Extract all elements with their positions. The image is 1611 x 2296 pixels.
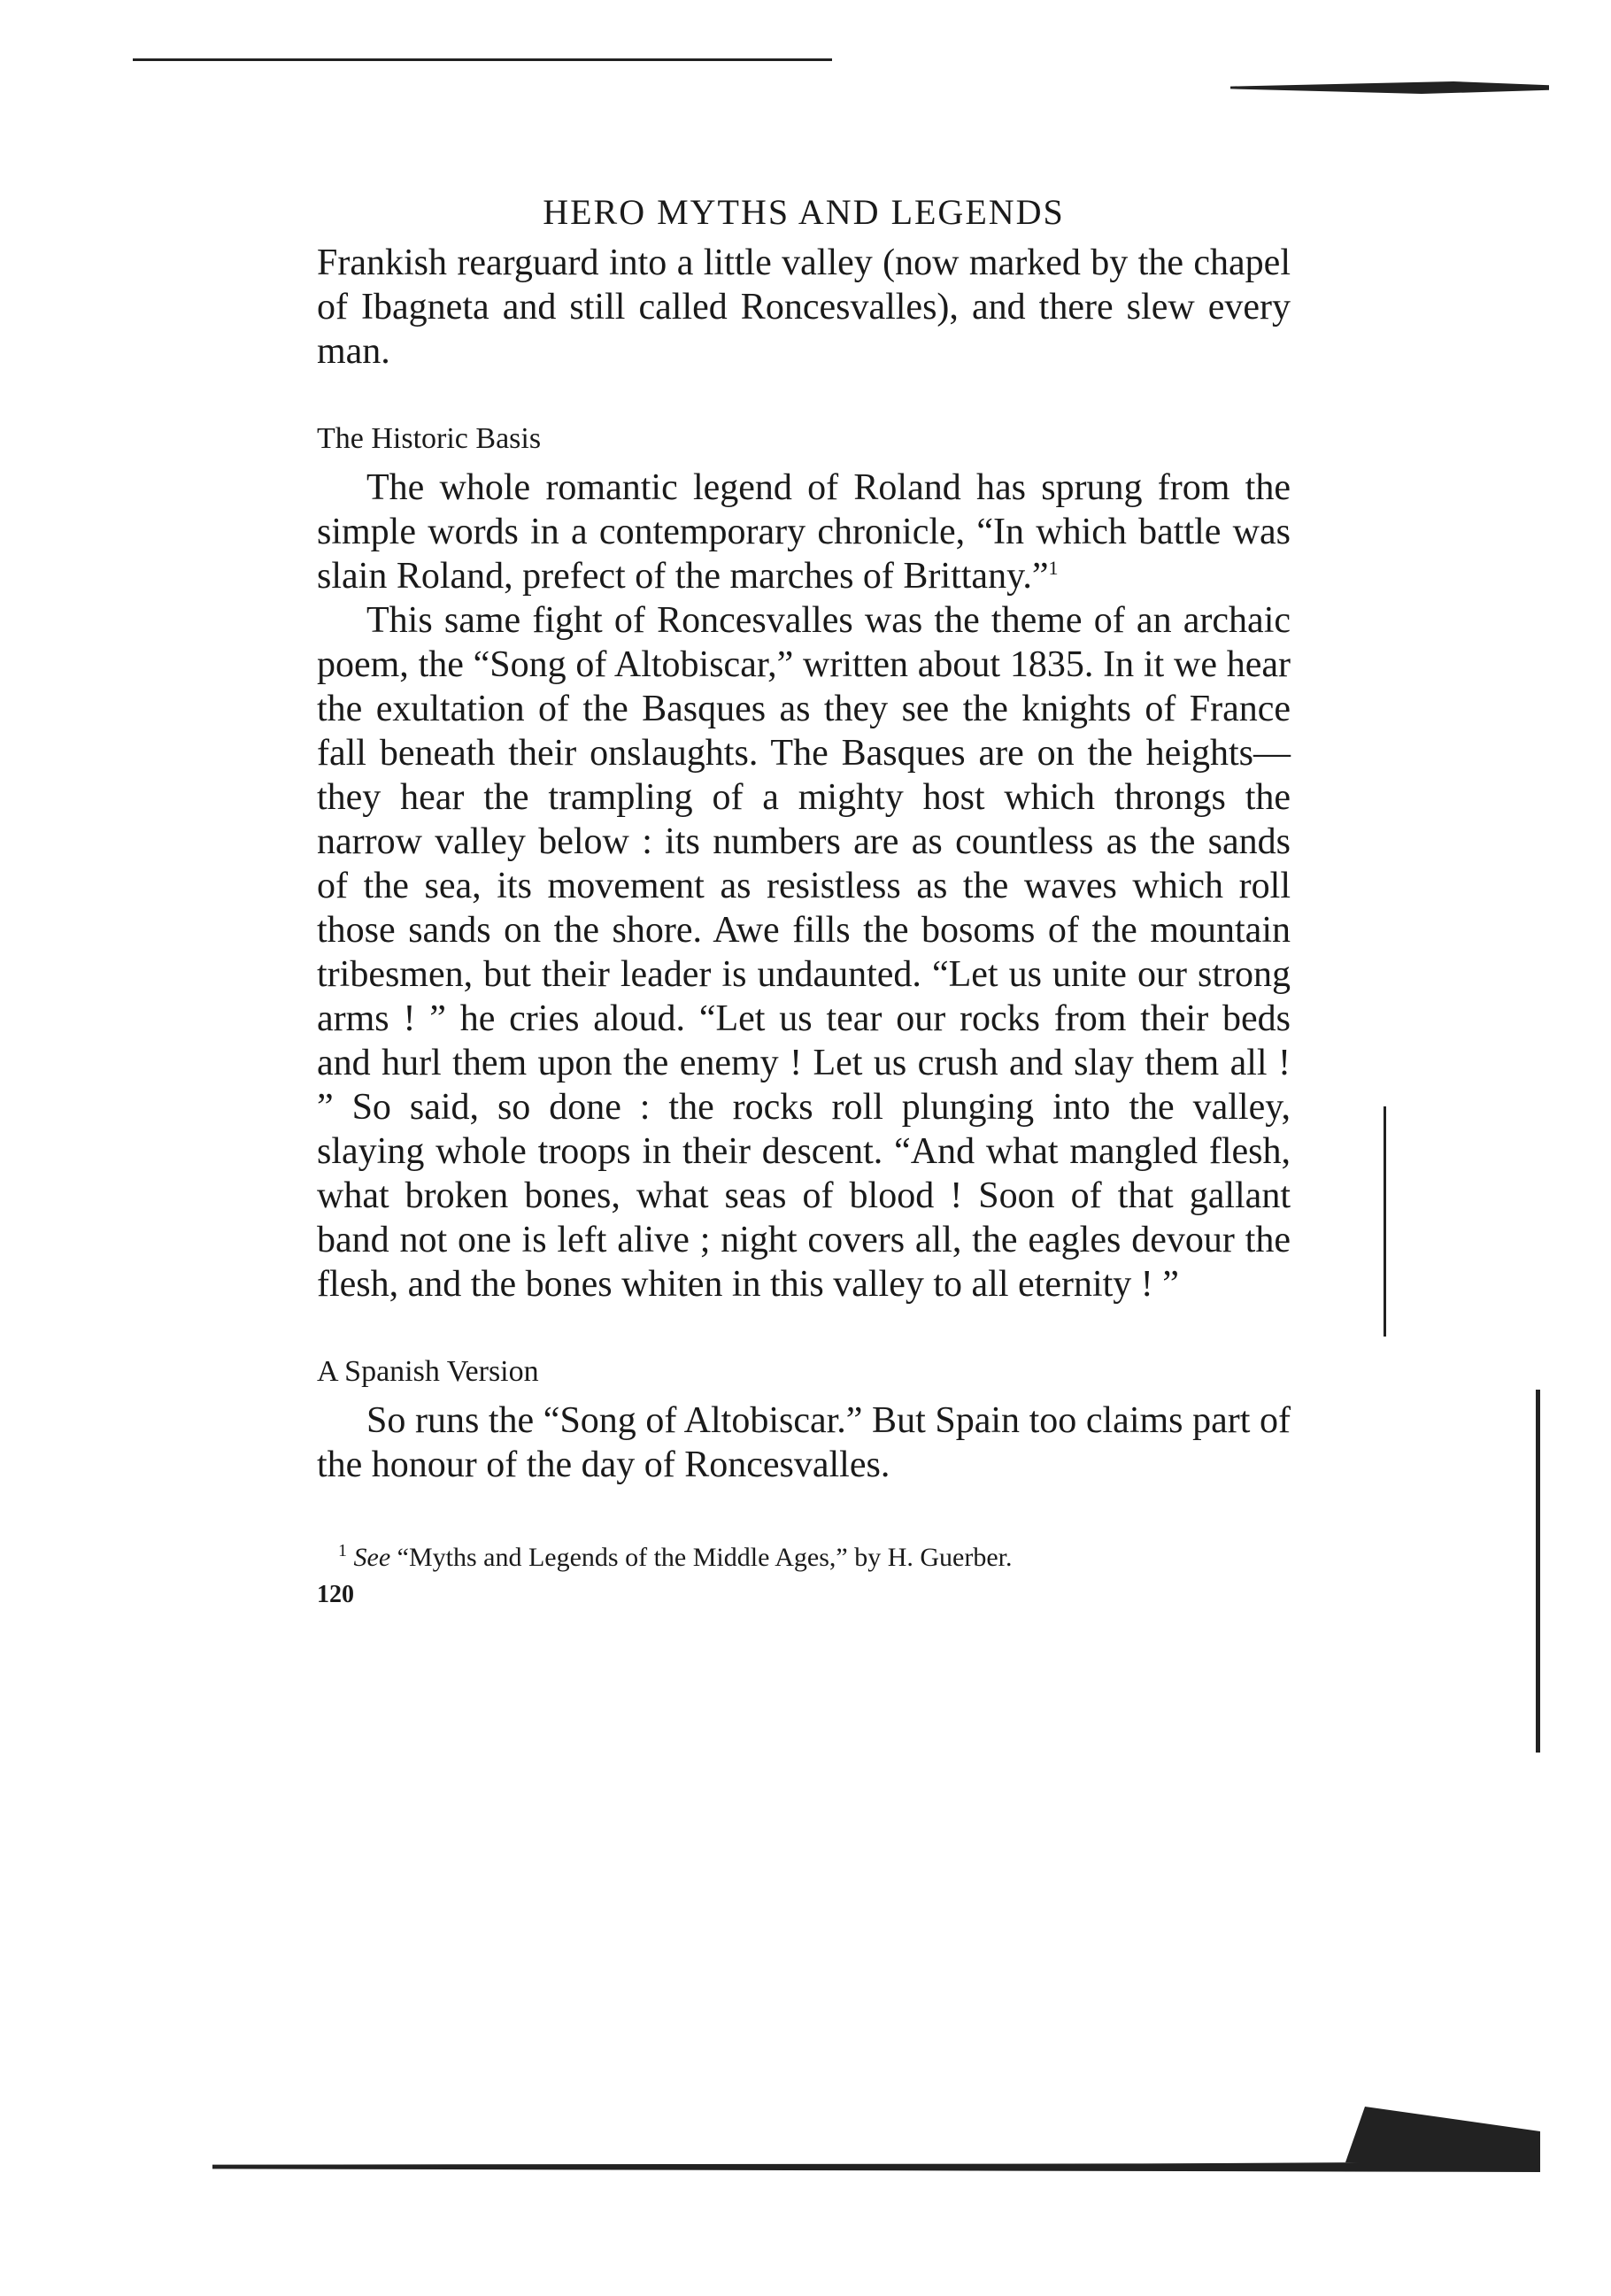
footnote-reference: 1	[1048, 557, 1059, 579]
opening-paragraph: Frankish rearguard into a little valley (now marked by the chapel of Ibagneta and still called Roncesvalles), and there slew every man.	[317, 243, 1291, 372]
paragraph-historic-basis-2: This same fight of Roncesvalles was the theme of an archaic poem, the “Song of Altobiscar,” written about 1835. In it we hear the exultation of the Basques as they see the knights of France fall beneath their onslaughts. The Basques are on the heights—they hear the trampling of a mighty host which throngs the narrow valley below : its numbers are as countless as the sands of the sea, its movement as resistless as the waves which roll those sands on the shore. Awe fills the bosoms of the mountain tribesmen, but their leader is undaunted. “Let us unite our strong arms ! ” he cries aloud. “Let us tear our rocks from their beds and hurl them upon the enemy ! Let us crush and slay them all ! ” So said, so done : the rocks roll plunging into the valley, slaying whole troops in their descent. “And what mangled flesh, what broken bones, what seas of blood ! Soon of that gallant band not one is left alive ; night covers all, the eagles devour the flesh, and the bones whiten in this valley to all eternity ! ”	[317, 600, 1291, 1305]
scan-edge-top-left	[133, 58, 832, 61]
scan-edge-top-right	[1230, 81, 1549, 94]
section-heading-historic-basis: The Historic Basis	[317, 422, 542, 455]
running-title: HERO MYTHS AND LEGENDS	[543, 192, 1065, 232]
page-number: 120	[317, 1581, 354, 1608]
scan-edge-right-margin-2	[1536, 1390, 1540, 1753]
footnote	[317, 1533, 1291, 1576]
scan-edge-bottom-right-corner	[1345, 2107, 1540, 2169]
book-page	[317, 189, 1291, 1613]
footnote-marker: 1	[338, 1541, 347, 1560]
scan-edge-bottom	[212, 2161, 1540, 2172]
paragraph-historic-basis-1	[317, 466, 1291, 598]
scan-edge-right-margin-1	[1384, 1106, 1386, 1337]
footnote-text: “Myths and Legends of the Middle Ages,” by H. Guerber.	[397, 1543, 1013, 1572]
footnote-see: See	[353, 1543, 391, 1572]
paragraph-text: The whole romantic legend of Roland has sprung from the simple words in a contemporary chronicle, “In which battle was slain Roland, prefect of the marches of Brittany.”	[317, 467, 1291, 597]
paragraph-spanish-version-1: So runs the “Song of Altobiscar.” But Spain too claims part of the honour of the day of Roncesvalles.	[317, 1400, 1291, 1485]
section-heading-spanish-version: A Spanish Version	[317, 1355, 539, 1388]
